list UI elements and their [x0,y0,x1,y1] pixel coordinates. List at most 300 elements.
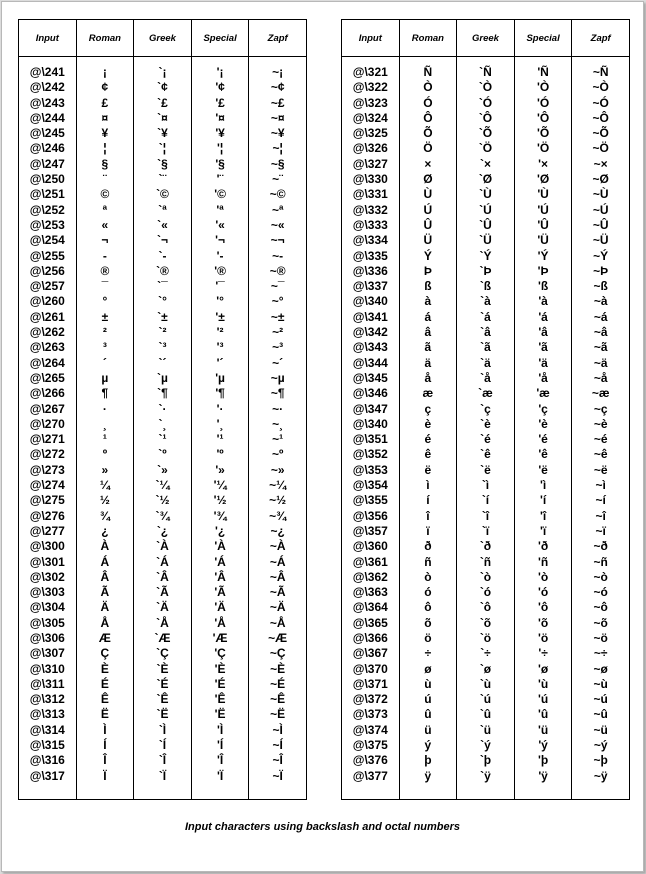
roman-cell: ð [399,539,457,554]
roman-cell: Ò [399,80,457,95]
greek-cell: `æ [457,386,515,401]
padding-cell [191,784,249,800]
zapf-cell: ~ñ [572,555,630,570]
input-cell: @\375 [342,738,400,753]
special-cell: 'Ã [191,585,249,600]
char-table-right [341,19,630,800]
special-cell: '÷ [514,646,572,661]
zapf-cell: ~¡ [249,65,307,80]
special-cell: 'É [191,677,249,692]
table-row [19,692,307,707]
greek-cell: `ª [134,203,192,218]
special-cell: 'ý [514,738,572,753]
greek-cell: `Ï [134,769,192,784]
input-cell: @\366 [342,631,400,646]
input-cell: @\344 [342,356,400,371]
input-cell: @\300 [19,539,77,554]
greek-cell: `£ [134,96,192,111]
table-row [342,753,630,768]
special-cell: 'Ë [191,707,249,722]
input-cell: @\303 [19,585,77,600]
padding-row [342,784,630,800]
special-cell: 'ê [514,447,572,462]
table-row [19,402,307,417]
input-cell: @\301 [19,555,77,570]
roman-cell: ¯ [76,279,134,294]
greek-cell: `¢ [134,80,192,95]
table-row [342,738,630,753]
table-row [342,249,630,264]
zapf-cell: ~õ [572,616,630,631]
zapf-cell: ~å [572,371,630,386]
special-cell: 'þ [514,753,572,768]
greek-cell: `Ü [457,233,515,248]
roman-cell: ´ [76,356,134,371]
zapf-cell: ~² [249,325,307,340]
table-row [342,80,630,95]
zapf-cell: ~ù [572,677,630,692]
zapf-cell: ~î [572,509,630,524]
special-cell: '¾ [191,509,249,524]
special-cell: 'ª [191,203,249,218]
input-cell: @\260 [19,294,77,309]
special-cell: 'î [514,509,572,524]
roman-cell: þ [399,753,457,768]
padding-cell [134,784,192,800]
greek-cell: `Ã [134,585,192,600]
input-cell: @\313 [19,707,77,722]
padding-cell [19,784,77,800]
input-cell: @\370 [342,662,400,677]
roman-cell: « [76,218,134,233]
figure-caption: Input characters using backslash and octal numbers [184,821,461,833]
special-cell: '· [191,402,249,417]
greek-cell: `ë [457,463,515,478]
zapf-cell: ~á [572,310,630,325]
input-cell: @\367 [342,646,400,661]
zapf-cell: ~Æ [249,631,307,646]
table-row [342,662,630,677]
special-cell: 'Õ [514,126,572,141]
zapf-cell: ~ö [572,631,630,646]
input-cell: @\336 [342,264,400,279]
input-cell: @\330 [342,172,400,187]
zapf-cell: ~Ä [249,600,307,615]
char-table-left [18,19,307,800]
greek-cell: `¸ [134,417,192,432]
greek-cell: `® [134,264,192,279]
input-cell: @\341 [342,310,400,325]
table-row [342,600,630,615]
special-cell: 'È [191,662,249,677]
input-cell: @\377 [342,769,400,784]
table-row [342,203,630,218]
roman-cell: ö [399,631,457,646]
zapf-cell: ~è [572,417,630,432]
special-cell: '£ [191,96,249,111]
table-row [19,753,307,768]
table-row [342,294,630,309]
zapf-cell: ~Í [249,738,307,753]
greek-cell: `Í [134,738,192,753]
zapf-cell: ~° [249,294,307,309]
zapf-cell: ~÷ [572,646,630,661]
table-row [19,218,307,233]
table-row [342,65,630,80]
input-cell: @\371 [342,677,400,692]
greek-cell: `å [457,371,515,386]
input-cell: @\256 [19,264,77,279]
greek-cell: `ø [457,662,515,677]
special-cell: 'ù [514,677,572,692]
padding-cell [457,784,515,800]
column-header-greek: Greek [134,20,192,57]
table-row [342,509,630,524]
roman-cell: µ [76,371,134,386]
roman-cell: ± [76,310,134,325]
input-cell: @\337 [342,279,400,294]
zapf-cell: ~à [572,294,630,309]
table-row [342,233,630,248]
table-row [19,447,307,462]
table-row [19,126,307,141]
input-cell: @\277 [19,524,77,539]
input-cell: @\374 [342,723,400,738]
input-cell: @\252 [19,203,77,218]
greek-cell: `è [457,417,515,432]
greek-cell: `ä [457,356,515,371]
table-row [342,187,630,202]
input-cell: @\257 [19,279,77,294]
special-cell: 'Ó [514,96,572,111]
special-cell: 'ò [514,570,572,585]
roman-cell: ÿ [399,769,457,784]
roman-cell: æ [399,386,457,401]
table-row [19,493,307,508]
special-cell: 'Ê [191,692,249,707]
special-cell: 'Ý [514,249,572,264]
special-cell: '- [191,249,249,264]
spacer-cell [514,57,572,66]
special-cell: 'ì [514,478,572,493]
greek-cell: `Ê [134,692,192,707]
zapf-cell: ~ë [572,463,630,478]
special-cell: '½ [191,493,249,508]
table-row [19,738,307,753]
special-cell: '¶ [191,386,249,401]
table-row [342,493,630,508]
table-row [19,310,307,325]
input-cell: @\346 [342,386,400,401]
special-cell: '¹ [191,432,249,447]
zapf-cell: ~® [249,264,307,279]
input-cell: @\246 [19,141,77,156]
special-cell: 'Ü [514,233,572,248]
roman-cell: £ [76,96,134,111]
roman-cell: ñ [399,555,457,570]
special-cell: '° [191,294,249,309]
zapf-cell: ~Å [249,616,307,631]
zapf-cell: ~È [249,662,307,677]
table-row [19,570,307,585]
zapf-cell: ~¿ [249,524,307,539]
zapf-cell: ~ç [572,402,630,417]
table-row [342,126,630,141]
special-cell: '× [514,157,572,172]
special-cell: '¯ [191,279,249,294]
table-row [342,264,630,279]
greek-cell: `ô [457,600,515,615]
zapf-cell: ~Ë [249,707,307,722]
input-cell: @\335 [342,249,400,264]
roman-cell: Í [76,738,134,753]
special-cell: 'Ï [191,769,249,784]
table-row [342,570,630,585]
table-row [19,111,307,126]
roman-cell: â [399,325,457,340]
input-cell: @\362 [342,570,400,585]
table-row [19,96,307,111]
roman-cell: Ú [399,203,457,218]
column-header-roman: Roman [76,20,134,57]
input-cell: @\327 [342,157,400,172]
greek-cell: `ã [457,340,515,355]
special-cell: '© [191,187,249,202]
table-row [19,631,307,646]
input-cell: @\276 [19,509,77,524]
greek-cell: `û [457,707,515,722]
greek-cell: `ñ [457,555,515,570]
roman-cell: - [76,249,134,264]
spacer-cell [457,57,515,66]
zapf-cell: ~¦ [249,141,307,156]
input-cell: @\305 [19,616,77,631]
input-cell: @\345 [342,371,400,386]
greek-cell: `á [457,310,515,325]
greek-cell: `Û [457,218,515,233]
table-row [342,279,630,294]
table-row [342,218,630,233]
input-cell: @\245 [19,126,77,141]
roman-cell: è [399,417,457,432]
input-cell: @\251 [19,187,77,202]
roman-cell: ú [399,692,457,707]
table-row [19,723,307,738]
roman-cell: ù [399,677,457,692]
table-row [342,402,630,417]
input-cell: @\342 [342,325,400,340]
greek-cell: `é [457,432,515,447]
table-row [19,294,307,309]
roman-cell: Ñ [399,65,457,80]
roman-cell: Æ [76,631,134,646]
input-cell: @\306 [19,631,77,646]
input-cell: @\272 [19,447,77,462]
table-row [342,325,630,340]
roman-cell: Å [76,616,134,631]
greek-cell: `´ [134,356,192,371]
roman-cell: ¼ [76,478,134,493]
roman-cell: È [76,662,134,677]
spacer-row [19,57,307,66]
greek-cell: `ï [457,524,515,539]
greek-cell: `ý [457,738,515,753]
zapf-cell: ~Ï [249,769,307,784]
greek-cell: `Î [134,753,192,768]
zapf-cell: ~ó [572,585,630,600]
table-row [342,769,630,784]
roman-cell: ø [399,662,457,677]
special-cell: 'ñ [514,555,572,570]
zapf-cell: ~û [572,707,630,722]
greek-cell: `» [134,463,192,478]
special-cell: 'À [191,539,249,554]
special-cell: 'ÿ [514,769,572,784]
spacer-cell [76,57,134,66]
zapf-cell: ~À [249,539,307,554]
zapf-cell: ~í [572,493,630,508]
table-row [342,141,630,156]
greek-cell: `À [134,539,192,554]
roman-cell: Þ [399,264,457,279]
input-cell: @\265 [19,371,77,386]
greek-cell: `© [134,187,192,202]
roman-cell: ¥ [76,126,134,141]
zapf-cell: ~Ø [572,172,630,187]
table-row [19,662,307,677]
zapf-cell: ~é [572,432,630,447]
table-row [342,478,630,493]
roman-cell: ² [76,325,134,340]
input-cell: @\243 [19,96,77,111]
table-row [342,631,630,646]
greek-cell: `- [134,249,192,264]
table-row [342,417,630,432]
input-cell: @\261 [19,310,77,325]
zapf-cell: ~£ [249,96,307,111]
special-cell: 'Þ [514,264,572,279]
roman-cell: Ø [399,172,457,187]
table-row [19,325,307,340]
table-row [342,524,630,539]
zapf-cell: ~± [249,310,307,325]
input-cell: @\304 [19,600,77,615]
greek-cell: `¥ [134,126,192,141]
greek-cell: `à [457,294,515,309]
special-cell: 'ø [514,662,572,677]
special-cell: 'Á [191,555,249,570]
table-row [19,386,307,401]
roman-cell: ¹ [76,432,134,447]
special-cell: 'ë [514,463,572,478]
zapf-cell: ~Ù [572,187,630,202]
greek-cell: `ó [457,585,515,600]
input-cell: @\274 [19,478,77,493]
input-cell: @\267 [19,402,77,417]
greek-cell: `Ø [457,172,515,187]
input-cell: @\273 [19,463,77,478]
special-cell: 'Ò [514,80,572,95]
roman-cell: ª [76,203,134,218]
column-header-greek: Greek [457,20,515,57]
spacer-cell [342,57,400,66]
greek-cell: `Ë [134,707,192,722]
roman-cell: ¨ [76,172,134,187]
greek-cell: `ê [457,447,515,462]
greek-cell: `ß [457,279,515,294]
greek-cell: `± [134,310,192,325]
roman-cell: Â [76,570,134,585]
table-row [342,677,630,692]
roman-cell: î [399,509,457,524]
table-row [342,707,630,722]
table-row [342,447,630,462]
special-cell: 'ú [514,692,572,707]
input-cell: @\254 [19,233,77,248]
greek-cell: `¤ [134,111,192,126]
roman-cell: ì [399,478,457,493]
roman-cell: û [399,707,457,722]
greek-cell: `â [457,325,515,340]
zapf-cell: ~« [249,218,307,233]
input-cell: @\373 [342,707,400,722]
greek-cell: `Ñ [457,65,515,80]
greek-cell: `Ý [457,249,515,264]
greek-cell: `Â [134,570,192,585]
special-cell: '¡ [191,65,249,80]
greek-cell: `î [457,509,515,524]
roman-cell: » [76,463,134,478]
zapf-cell: ~¤ [249,111,307,126]
special-cell: 'ç [514,402,572,417]
zapf-cell: ~ò [572,570,630,585]
zapf-cell: ~ÿ [572,769,630,784]
special-cell: 'Å [191,616,249,631]
input-cell: @\317 [19,769,77,784]
greek-cell: `Ô [457,111,515,126]
input-cell: @\271 [19,432,77,447]
special-cell: 'Ú [514,203,572,218]
zapf-cell: ~É [249,677,307,692]
special-cell: 'ä [514,356,572,371]
roman-cell: × [399,157,457,172]
input-cell: @\253 [19,218,77,233]
input-cell: @\357 [342,524,400,539]
padding-cell [342,784,400,800]
zapf-cell: ~¬ [249,233,307,248]
table-row [342,692,630,707]
zapf-cell: ~» [249,463,307,478]
roman-cell: Û [399,218,457,233]
greek-cell: `È [134,662,192,677]
zapf-cell: ~º [249,447,307,462]
zapf-cell: ~Î [249,753,307,768]
roman-cell: Ö [399,141,457,156]
roman-cell: ü [399,723,457,738]
spacer-cell [134,57,192,66]
input-cell: @\347 [342,402,400,417]
roman-cell: Ç [76,646,134,661]
spacer-cell [249,57,307,66]
greek-cell: `Ù [457,187,515,202]
input-cell: @\372 [342,692,400,707]
input-cell: @\334 [342,233,400,248]
special-cell: 'ã [514,340,572,355]
zapf-cell: ~× [572,157,630,172]
roman-cell: º [76,447,134,462]
greek-cell: `í [457,493,515,508]
column-header-roman: Roman [399,20,457,57]
